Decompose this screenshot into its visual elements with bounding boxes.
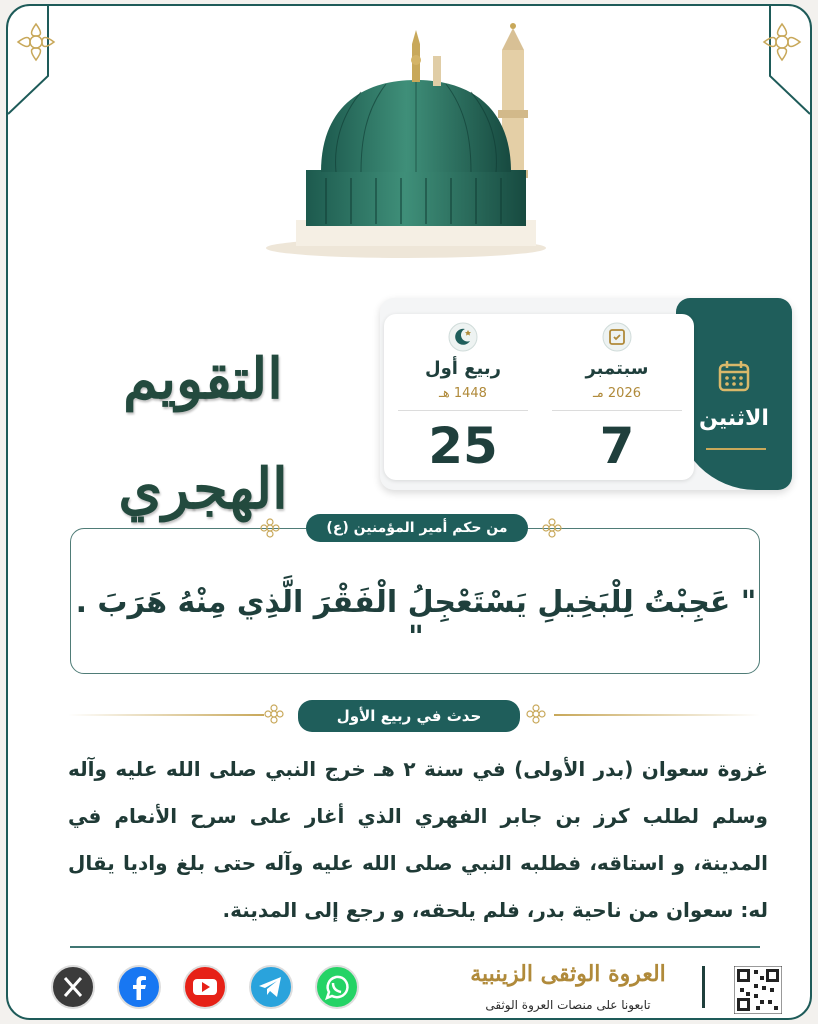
date-card [380, 298, 792, 490]
flower-ornament-icon [264, 704, 284, 724]
day-name: الاثنين [699, 406, 769, 431]
calendar-title-text: التقويم الهجري [118, 346, 288, 522]
x-icon[interactable] [50, 964, 96, 1010]
hijri-year: 1448 هـ [439, 386, 487, 401]
poster-frame [6, 4, 812, 1020]
ornament-icon [14, 20, 58, 64]
facebook-icon[interactable] [116, 964, 162, 1010]
event-label: حدث في ربيع الأول [298, 700, 520, 732]
hijri-date [388, 314, 538, 480]
day-underline [706, 448, 766, 450]
gregorian-day: 7 [599, 417, 635, 475]
divider-right [554, 714, 760, 716]
quote-box [70, 528, 760, 674]
quote-label: من حكم أمير المؤمنين (ع) [306, 514, 528, 542]
flower-ornament-icon [542, 518, 562, 538]
brand-block [448, 956, 688, 1012]
hijri-day: 25 [428, 417, 498, 475]
calendar-title [48, 324, 358, 522]
youtube-icon[interactable] [182, 964, 228, 1010]
green-dome-image [266, 20, 566, 260]
flower-ornament-icon [260, 518, 280, 538]
separator [398, 410, 528, 411]
telegram-icon[interactable] [248, 964, 294, 1010]
gregorian-year: 2026 مـ [593, 386, 641, 401]
calendar-page-icon [602, 322, 632, 352]
gregorian-month: سبتمبر [585, 358, 649, 379]
crescent-moon-icon [448, 322, 478, 352]
whatsapp-icon[interactable] [314, 964, 360, 1010]
dates-inner-card [384, 314, 694, 480]
event-text: غزوة سعوان (بدر الأولى) في سنة ٢ هـ خرج النبي صلى الله عليه وآله وسلم لطلب كرز بن جابر الفهري الذي أغار على سرح الأنعام في المدينة، و استاقه، فطلبه النبي صلى الله عليه وآله حتى بلغ واديا يقال له: سعوان من ناحية بدر، فلم يلحقه، و رجع إلى المدينة. [68, 757, 768, 922]
footer-divider [702, 966, 705, 1008]
calendar-icon [716, 358, 752, 394]
flower-ornament-icon [526, 704, 546, 724]
qr-code-icon[interactable] [734, 966, 782, 1014]
brand-logo: العروة الوثقى الزينبية [470, 961, 666, 987]
follow-text: تابعونا على منصات العروة الوثقى [485, 998, 651, 1012]
ornament-icon [760, 20, 804, 64]
separator [552, 410, 682, 411]
divider-left [68, 714, 264, 716]
gregorian-date [542, 314, 692, 480]
hijri-month: ربيع أول [424, 358, 501, 379]
bottom-divider [70, 946, 760, 948]
quote-text: " عَجِبْتُ لِلْبَخِيلِ يَسْتَعْجِلُ الْفَقْرَ الَّذِي مِنْهُ هَرَبَ . " [75, 585, 757, 655]
